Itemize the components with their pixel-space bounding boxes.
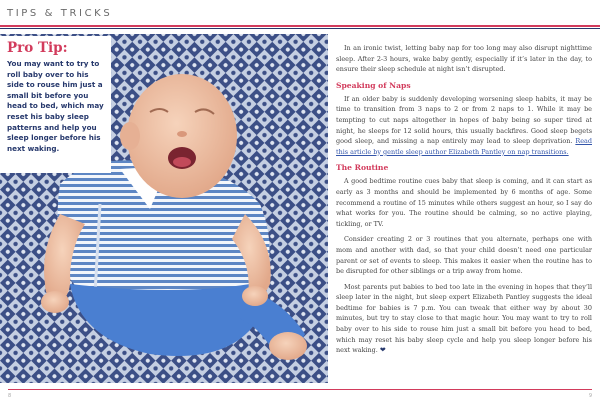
page-number-left: 8 [8, 393, 12, 399]
paragraph-ideal-bedtime-text: Most parents put babies to bed too late in the evening in hopes that they’ll sleep later in the night, but sleep expert Elizabeth Pantley suggests the ideal bedtime for babies is 7 p.m. You can tweak that either way by about 30 minutes, but try to stay close to that magic hour. You may want to try to roll baby over to his side to rouse him just a small bit before you head to bed, which may reset his baby sleep cycle and help you sleep longer before his next waking. [336, 282, 592, 355]
nap-transitions-link[interactable]: Read this article by gentle sleep author Elizabeth Pantley on nap transitions. [336, 137, 592, 156]
paragraph-nap-transitions [336, 94, 592, 158]
paragraph-bedtime-routine: A good bedtime routine cues baby that sleep is coming, and it can start as early as 3 months and should be implemented by 6 months of age. Some recommend a routine of 15 minutes while others suggest an hour, so I say do what works for you. The routine should be calming, so no active playing, tickling, or TV. [336, 177, 592, 228]
header-rule-red [0, 25, 600, 27]
page-header [0, 0, 600, 30]
article-column [336, 43, 592, 361]
page-number-right: 9 [588, 393, 592, 399]
heading-the-routine: The Routine [336, 163, 389, 173]
header-rule-navy [0, 28, 600, 29]
paragraph-ideal-bedtime [336, 282, 592, 356]
footer-rule [8, 389, 592, 390]
paragraph-nap-transitions-text: If an older baby is suddenly developing worsening sleep habits, it may be time to transition from 3 naps to 2 or from 2 naps to 1. While it may be tempting to cut naps altogether in hopes of baby being so super tired at night, he sleeps for 12 solid hours, this usually backfires. Good sleep begets good sleep, and missing a nap entirely may lead to sleep deprivation. [336, 94, 592, 146]
paragraph-alternate-routines: Consider creating 2 or 3 routines that you alternate, perhaps one with mom and another with dad, so that your child doesn’t need one particular parent or set of events to sleep. This makes it easier when the routine has to be disrupted for other siblings or a trip away from home. [336, 235, 592, 276]
pro-tip-body: You may want to try to roll baby over to his side to rouse him just a small bit before you head to bed, which may reset his baby sleep patterns and help you sleep longer before his next waking. [7, 59, 104, 153]
heading-speaking-of-naps: Speaking of Naps [336, 80, 411, 90]
paragraph-long-naps: In an ironic twist, letting baby nap for too long may also disrupt nighttime sleep. After 2-3 hours, wake baby gently, especially if it’s later in the day, to ensure their sleep schedule at night isn’t disrupted. [336, 44, 592, 74]
page-footer [0, 387, 600, 403]
pro-tip-callout [0, 36, 111, 173]
section-title: TIPS & TRICKS [7, 8, 113, 19]
heart-icon: ❤ [379, 346, 386, 355]
pro-tip-title: Pro Tip: [7, 40, 68, 56]
